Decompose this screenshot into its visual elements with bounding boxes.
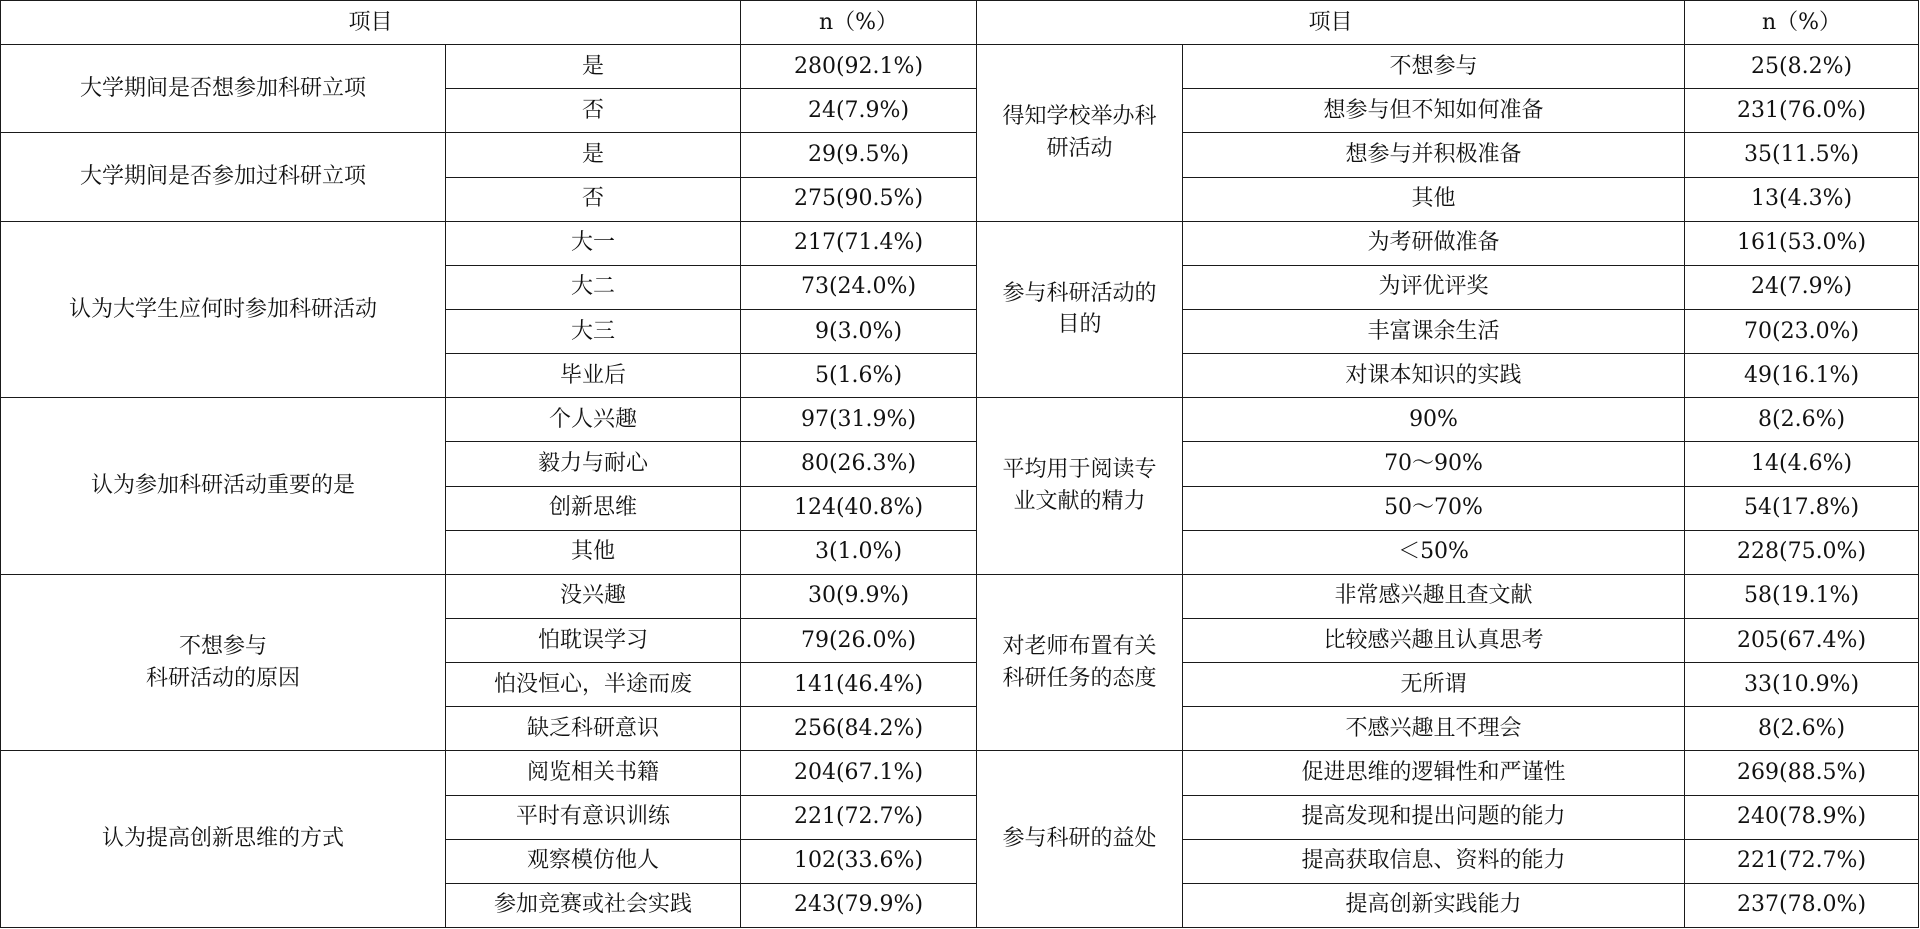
right-option: 丰富课余生活 (1183, 309, 1685, 353)
right-value: 221(72.7%) (1685, 839, 1919, 883)
left-option: 其他 (446, 530, 741, 574)
left-option: 毅力与耐心 (446, 442, 741, 486)
header-right-n: n（%） (1685, 1, 1919, 45)
left-group-label: 认为大学生应何时参加科研活动 (1, 221, 446, 398)
right-group-label: 得知学校举办科 研活动 (977, 45, 1183, 222)
right-value: 49(16.1%) (1685, 354, 1919, 398)
right-option: 为考研做准备 (1183, 221, 1685, 265)
right-option: 为评优评奖 (1183, 265, 1685, 309)
right-option: 想参与但不知如何准备 (1183, 89, 1685, 133)
right-value: 58(19.1%) (1685, 574, 1919, 618)
left-option: 缺乏科研意识 (446, 707, 741, 751)
header-row (1, 1, 1919, 45)
right-value: 25(8.2%) (1685, 45, 1919, 89)
header-right-item: 项目 (977, 1, 1685, 45)
table-row (1, 398, 1919, 442)
right-option: 90% (1183, 398, 1685, 442)
left-value: 79(26.0%) (741, 618, 977, 662)
left-group-label: 认为提高创新思维的方式 (1, 751, 446, 928)
left-value: 97(31.9%) (741, 398, 977, 442)
table-row (1, 45, 1919, 89)
right-value: 269(88.5%) (1685, 751, 1919, 795)
header-left-item: 项目 (1, 1, 741, 45)
right-value: 14(4.6%) (1685, 442, 1919, 486)
left-value: 124(40.8%) (741, 486, 977, 530)
table-row (1, 574, 1919, 618)
left-option: 参加竞赛或社会实践 (446, 883, 741, 927)
left-option: 观察模仿他人 (446, 839, 741, 883)
right-option: 提高获取信息、资料的能力 (1183, 839, 1685, 883)
right-value: 205(67.4%) (1685, 618, 1919, 662)
right-value: 231(76.0%) (1685, 89, 1919, 133)
left-value: 102(33.6%) (741, 839, 977, 883)
left-option: 怕没恒心，半途而废 (446, 663, 741, 707)
right-group-label: 对老师布置有关 科研任务的态度 (977, 574, 1183, 751)
left-option: 怕耽误学习 (446, 618, 741, 662)
right-value: 8(2.6%) (1685, 398, 1919, 442)
left-value: 217(71.4%) (741, 221, 977, 265)
right-value: 54(17.8%) (1685, 486, 1919, 530)
left-option: 创新思维 (446, 486, 741, 530)
left-value: 141(46.4%) (741, 663, 977, 707)
right-value: 237(78.0%) (1685, 883, 1919, 927)
right-option: 无所谓 (1183, 663, 1685, 707)
left-value: 275(90.5%) (741, 177, 977, 221)
left-option: 是 (446, 45, 741, 89)
left-value: 204(67.1%) (741, 751, 977, 795)
right-value: 161(53.0%) (1685, 221, 1919, 265)
left-value: 24(7.9%) (741, 89, 977, 133)
left-group-label: 大学期间是否想参加科研立项 (1, 45, 446, 133)
right-option: 对课本知识的实践 (1183, 354, 1685, 398)
right-option: 想参与并积极准备 (1183, 133, 1685, 177)
right-option: 提高发现和提出问题的能力 (1183, 795, 1685, 839)
left-value: 3(1.0%) (741, 530, 977, 574)
left-value: 29(9.5%) (741, 133, 977, 177)
left-option: 大一 (446, 221, 741, 265)
left-value: 73(24.0%) (741, 265, 977, 309)
right-option: 比较感兴趣且认真思考 (1183, 618, 1685, 662)
right-value: 240(78.9%) (1685, 795, 1919, 839)
right-group-label: 平均用于阅读专 业文献的精力 (977, 398, 1183, 575)
left-value: 30(9.9%) (741, 574, 977, 618)
right-value: 35(11.5%) (1685, 133, 1919, 177)
left-value: 221(72.7%) (741, 795, 977, 839)
right-option: 不感兴趣且不理会 (1183, 707, 1685, 751)
left-option: 是 (446, 133, 741, 177)
left-value: 280(92.1%) (741, 45, 977, 89)
right-option: 50～70% (1183, 486, 1685, 530)
left-value: 5(1.6%) (741, 354, 977, 398)
left-option: 否 (446, 89, 741, 133)
left-option: 大二 (446, 265, 741, 309)
right-option: ＜50% (1183, 530, 1685, 574)
right-option: 不想参与 (1183, 45, 1685, 89)
left-option: 没兴趣 (446, 574, 741, 618)
left-group-label: 认为参加科研活动重要的是 (1, 398, 446, 575)
right-value: 228(75.0%) (1685, 530, 1919, 574)
right-value: 8(2.6%) (1685, 707, 1919, 751)
right-option: 非常感兴趣且查文献 (1183, 574, 1685, 618)
left-value: 9(3.0%) (741, 309, 977, 353)
left-value: 80(26.3%) (741, 442, 977, 486)
left-value: 256(84.2%) (741, 707, 977, 751)
left-option: 毕业后 (446, 354, 741, 398)
right-option: 其他 (1183, 177, 1685, 221)
left-group-label: 大学期间是否参加过科研立项 (1, 133, 446, 221)
left-option: 大三 (446, 309, 741, 353)
right-group-label: 参与科研活动的 目的 (977, 221, 1183, 398)
right-group-label: 参与科研的益处 (977, 751, 1183, 928)
right-value: 70(23.0%) (1685, 309, 1919, 353)
left-value: 243(79.9%) (741, 883, 977, 927)
right-value: 33(10.9%) (1685, 663, 1919, 707)
left-option: 否 (446, 177, 741, 221)
table-row (1, 133, 1919, 177)
left-option: 个人兴趣 (446, 398, 741, 442)
left-option: 平时有意识训练 (446, 795, 741, 839)
left-option: 阅览相关书籍 (446, 751, 741, 795)
right-option: 提高创新实践能力 (1183, 883, 1685, 927)
table-row (1, 221, 1919, 265)
right-value: 13(4.3%) (1685, 177, 1919, 221)
right-option: 促进思维的逻辑性和严谨性 (1183, 751, 1685, 795)
right-value: 24(7.9%) (1685, 265, 1919, 309)
left-group-label: 不想参与 科研活动的原因 (1, 574, 446, 751)
right-option: 70～90% (1183, 442, 1685, 486)
header-left-n: n（%） (741, 1, 977, 45)
table-row (1, 751, 1919, 795)
